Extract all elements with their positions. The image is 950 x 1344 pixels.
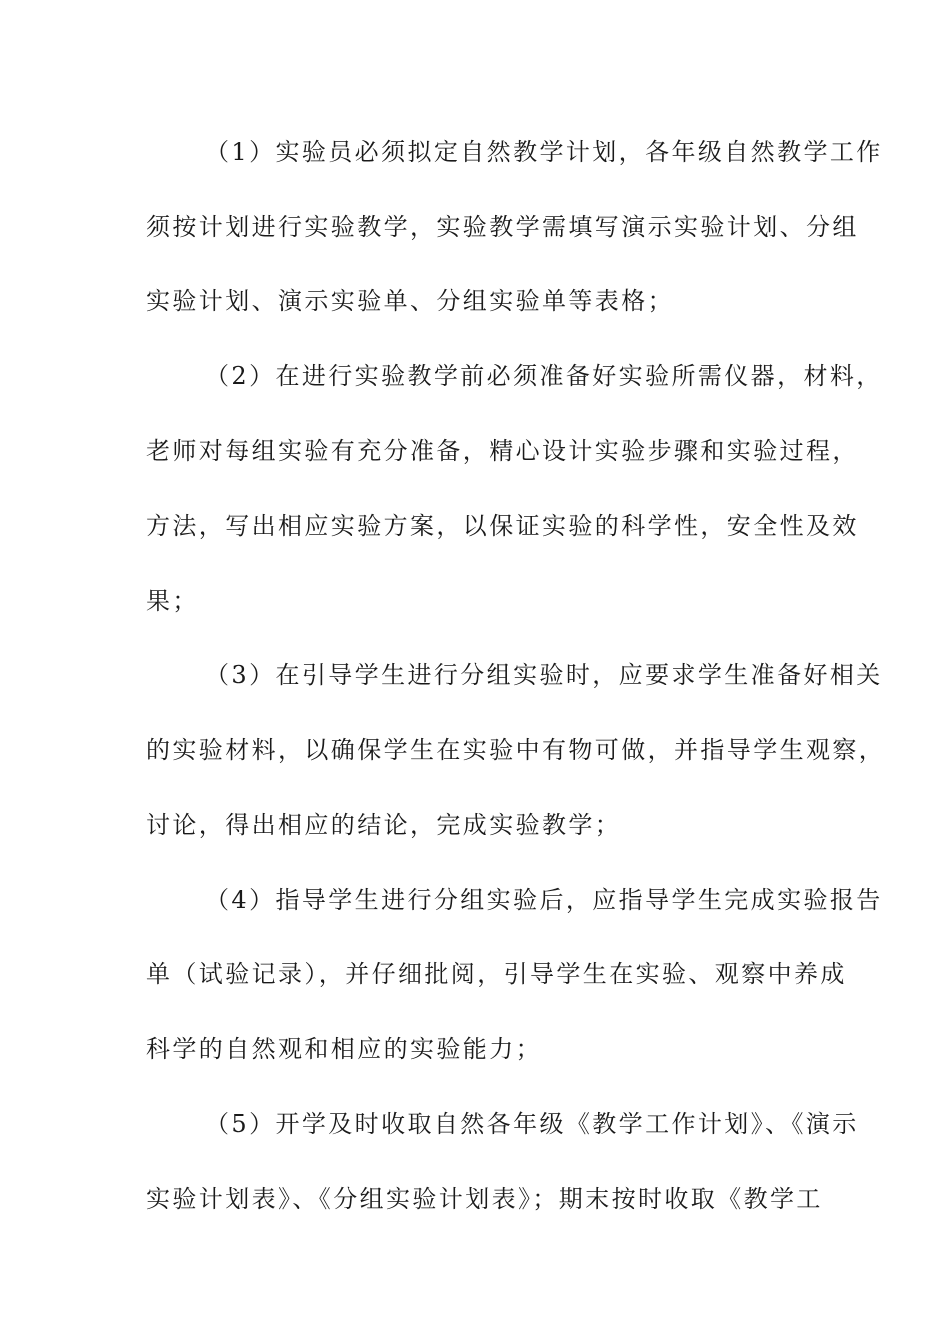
paragraph-3-line-1: （3）在引导学生进行分组实验时，应要求学生准备好相关 [205, 661, 883, 689]
paragraph-2-line-2: 老师对每组实验有充分准备，精心设计实验步骤和实验过程， [146, 437, 859, 465]
paragraph-1-line-3: 实验计划、演示实验单、分组实验单等表格； [146, 287, 674, 315]
paragraph-1-line-2: 须按计划进行实验教学，实验教学需填写演示实验计划、分组 [146, 213, 859, 241]
paragraph-5-line-2: 实验计划表》、《分组实验计划表》；期末按时收取《教学工 [146, 1185, 823, 1213]
paragraph-2-line-4: 果； [146, 587, 199, 615]
paragraph-4-line-2: 单（试验记录），并仔细批阅，引导学生在实验、观察中养成 [146, 960, 847, 988]
paragraph-4-line-1: （4）指导学生进行分组实验后，应指导学生完成实验报告 [205, 886, 883, 914]
paragraph-2-line-3: 方法，写出相应实验方案，以保证实验的科学性，安全性及效 [146, 512, 859, 540]
paragraph-1-line-1: （1）实验员必须拟定自然教学计划，各年级自然教学工作 [205, 138, 883, 166]
paragraph-5-line-1: （5）开学及时收取自然各年级《教学工作计划》、《演示 [205, 1110, 859, 1138]
paragraph-3-line-2: 的实验材料，以确保学生在实验中有物可做，并指导学生观察， [146, 736, 886, 764]
paragraph-2-line-1: （2）在进行实验教学前必须准备好实验所需仪器，材料， [205, 362, 883, 390]
paragraph-4-line-3: 科学的自然观和相应的实验能力； [146, 1035, 542, 1063]
paragraph-3-line-3: 讨论，得出相应的结论，完成实验教学； [146, 811, 622, 839]
